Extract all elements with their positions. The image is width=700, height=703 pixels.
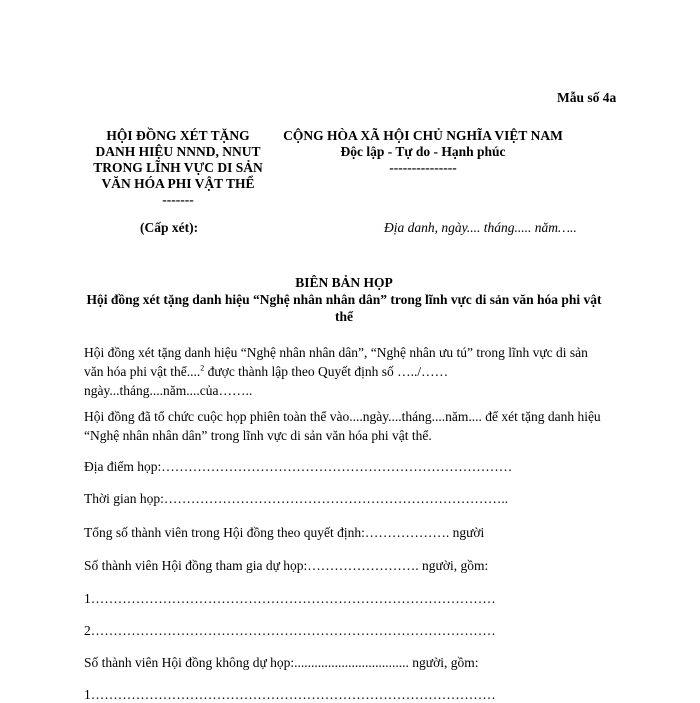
total-members-field: Tổng số thành viên trong Hội đồng theo quyết định:………………. người xyxy=(84,525,485,540)
council-line-2: DANH HIỆU NNND, NNUT xyxy=(95,144,261,159)
national-header xyxy=(280,128,566,176)
council-line-4: VĂN HÓA PHI VẬT THỂ xyxy=(101,176,255,191)
attending-members-field: Số thành viên Hội đồng tham gia dự họp:……………………. người, gồm: xyxy=(84,558,489,573)
document-title: BIÊN BẢN HỌP xyxy=(295,275,393,290)
council-rule: ------- xyxy=(162,192,194,207)
council-line-1: HỘI ĐỒNG XÉT TẶNG xyxy=(106,128,250,143)
paragraph1-text-a: Hội đồng xét tặng danh hiệu “Nghệ nhân nhân dân”, “Nghệ nhân ưu tú” trong lĩnh vực di sản văn hóa phi vật thể.... xyxy=(84,345,588,379)
attending-member-2: 2……………………………………………………………………………… xyxy=(84,623,496,638)
meeting-location-field: Địa điểm họp:…………………………………………………………………… xyxy=(84,459,513,474)
absent-member-1: 1……………………………………………………………………………… xyxy=(84,687,496,702)
council-line-3: TRONG LĨNH VỰC DI SẢN xyxy=(93,160,263,175)
country-name: CỘNG HÒA XÃ HỘI CHỦ NGHĨA VIỆT NAM xyxy=(283,128,563,143)
document-subtitle-line-1: Hội đồng xét tặng danh hiệu “Nghệ nhân nhân dân” trong lĩnh vực di sản văn hóa phi vật xyxy=(86,292,602,307)
attending-member-1: 1……………………………………………………………………………… xyxy=(84,591,496,606)
form-number: Mẫu số 4a xyxy=(557,90,617,105)
review-level-label: (Cấp xét): xyxy=(140,220,199,235)
issuing-council-header xyxy=(80,128,276,208)
absent-members-field: Số thành viên Hội đồng không dự họp:.................................. người, gồm: xyxy=(84,655,479,670)
place-date-line: Địa danh, ngày.... tháng..... năm….. xyxy=(384,220,577,235)
paragraph1-text-b: được thành lập theo Quyết định số …../…… ngày...tháng....năm....của…….. xyxy=(84,364,449,398)
national-motto: Độc lập - Tự do - Hạnh phúc xyxy=(340,144,506,159)
footnote-marker: 2 xyxy=(200,363,205,373)
council-establishment-paragraph xyxy=(84,343,604,400)
meeting-session-paragraph: Hội đồng đã tổ chức cuộc họp phiên toàn thể vào....ngày....tháng....năm.... để xét tặng danh hiệu “Nghệ nhân nhân dân” trong lĩnh vực di sản văn hóa phi vật thể. xyxy=(84,409,601,443)
motto-rule: --------------- xyxy=(389,160,457,175)
document-subtitle-line-2: thể xyxy=(335,309,353,324)
meeting-time-field: Thời gian họp:………………………………………………………………….. xyxy=(84,491,509,506)
